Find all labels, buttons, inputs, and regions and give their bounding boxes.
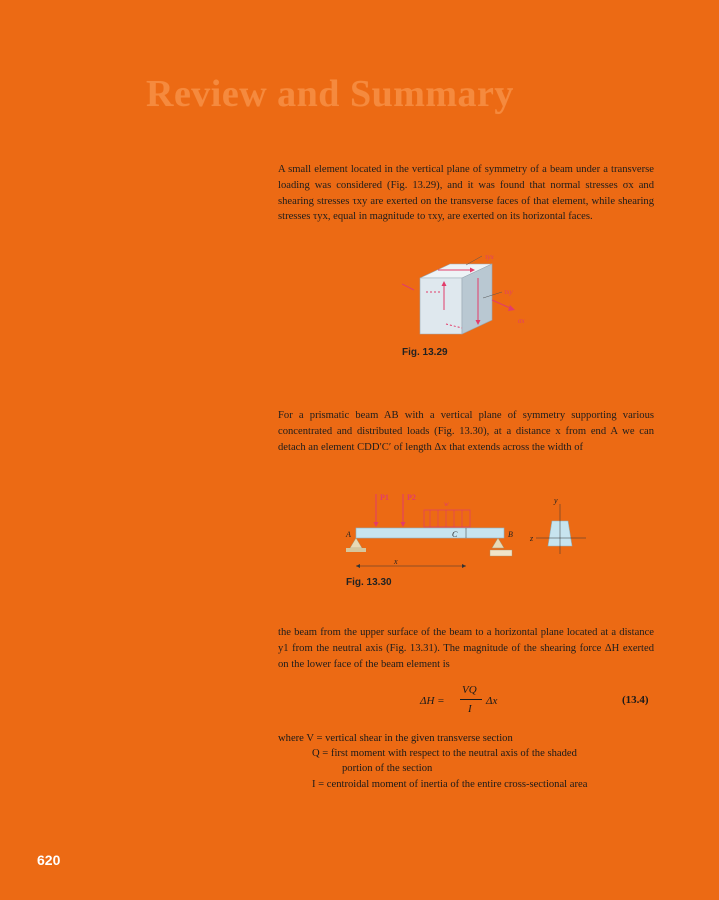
label-z: z xyxy=(530,534,534,543)
figure-13-30-caption: Fig. 13.30 xyxy=(346,577,392,588)
label-P1: P1 xyxy=(380,493,389,502)
where-line-Q-cont: portion of the section xyxy=(342,763,433,775)
label-B: B xyxy=(508,530,513,539)
label-A: A xyxy=(346,530,351,539)
section-heading: Review and Summary xyxy=(146,73,514,115)
label-y: y xyxy=(554,496,558,505)
label-x: x xyxy=(394,557,398,566)
label-C: C xyxy=(452,530,458,539)
label-w: w xyxy=(444,500,449,508)
label-P2: P2 xyxy=(407,493,416,502)
paragraph-1: A small element located in the vertical plane of symmetry of a beam under a transverse loading was considered (Fig. 13.29), and it was found that normal stresses σx and shearing stresses τxy are exerted on the transverse faces of that element, while shearing stresses τyx, equal in magnitude to τxy, are exerted on its horizontal faces. xyxy=(278,164,654,223)
figure-13-29 xyxy=(390,250,550,350)
where-line-V: where V = vertical shear in the given transverse section xyxy=(278,733,513,744)
where-line-I: I = centroidal moment of inertia of the entire cross-sectional area xyxy=(312,778,588,790)
page-number: 620 xyxy=(37,852,61,868)
fraction-bar xyxy=(460,699,482,700)
figure-13-30 xyxy=(340,488,600,578)
equation-rhs: Δx xyxy=(486,695,498,707)
label-tau-xy: τxy xyxy=(504,288,513,296)
where-line-Q: Q = first moment with respect to the neutral axis of the shaded xyxy=(312,748,577,760)
equation-numerator: VQ xyxy=(462,684,477,696)
paragraph-3: the beam from the upper surface of the beam to a horizontal plane located at a distance y1 from the neutral axis (Fig. 13.31). The magnitude of the shearing force ΔH exerted on the lower face of the beam element is xyxy=(278,627,654,670)
equation-denominator: I xyxy=(468,703,472,715)
paragraph-2: For a prismatic beam AB with a vertical plane of symmetry supporting various concentrated and distributed loads (Fig. 13.30), at a distance x from end A we can detach an element CDD′C′ of length Δx that extends across the width of xyxy=(278,410,654,453)
label-tau-yx: τyx xyxy=(485,253,494,261)
equation-number: (13.4) xyxy=(622,694,649,706)
where-definitions xyxy=(278,731,658,792)
equation-lhs: ΔH = xyxy=(420,695,445,707)
figure-13-29-caption: Fig. 13.29 xyxy=(402,347,448,358)
beam xyxy=(356,528,504,538)
label-sigma-x: σx xyxy=(518,317,525,325)
cube-front-face xyxy=(420,278,462,334)
